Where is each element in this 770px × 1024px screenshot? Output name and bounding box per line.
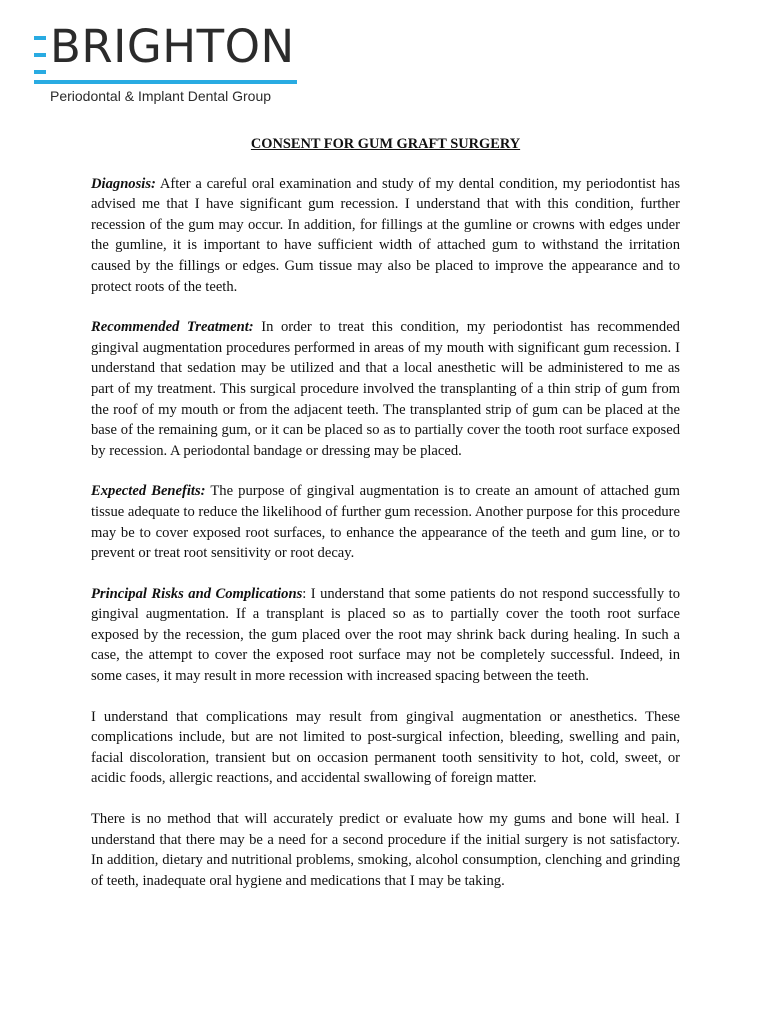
- document-title: CONSENT FOR GUM GRAFT SURGERY: [250, 136, 521, 152]
- treatment-text: In order to treat this condition, my periodontist has recommended gingival augmentation procedures performed in areas of my mouth with significant gum recession. I understand that sedation may be utilized and that a local anesthetic will be administered to me as part of my treatment. This surgical procedure involved the transplanting of a thin strip of gum from the roof of my mouth or from the adjacent teeth. The transplanted strip of gum can be placed at the base of the remaining gum, or it can be placed so as to partially cover the tooth root surface exposed by recession. A periodontal bandage or dressing may be placed.: [91, 319, 680, 459]
- treatment-paragraph: [91, 317, 680, 461]
- risks-paragraph: [91, 584, 680, 687]
- logo-bars-icon: [34, 36, 48, 74]
- prediction-paragraph: There is no method that will accurately predict or evaluate how my gums and bone will heal. I understand that there may be a need for a second procedure if the initial surgery is not satisfactory. In addition, dietary and nutritional problems, smoking, alcohol consumption, clenching and grinding of teeth, inadequate oral hygiene and medications that I may be taking.: [91, 811, 680, 889]
- diagnosis-text: After a careful oral examination and study of my dental condition, my periodontist has advised me that I have significant gum recession. I understand that with this condition, further recession of the gum may occur. In addition, for fillings at the gumline or crowns with edges under the gumline, it is important to have sufficient width of attached gum to withstand the irritation caused by the fillings or edges. Gum tissue may also be placed to improve the appearance and to protect roots of the teeth.: [91, 175, 680, 295]
- logo-underline: [34, 80, 297, 84]
- complications-paragraph: I understand that complications may result from gingival augmentation or anesthetics. These complications include, but are not limited to post-surgical infection, bleeding, swelling and pain, facial discoloration, transient but on occasion permanent tooth sensitivity to hot, cold, sweet, or acidic foods, allergic reactions, and accidental swallowing of foreign matter.: [91, 708, 680, 787]
- document-body: [91, 134, 680, 911]
- logo-wordmark: BRIGHTON: [50, 20, 295, 73]
- brighton-logo: [34, 20, 304, 108]
- diagnosis-label: Diagnosis:: [91, 175, 156, 192]
- diagnosis-paragraph: [91, 174, 680, 298]
- benefits-paragraph: [91, 481, 680, 563]
- logo-subtitle: Periodontal & Implant Dental Group: [50, 88, 272, 104]
- risks-label: Principal Risks and Complications: [91, 585, 303, 602]
- treatment-label: Recommended Treatment:: [91, 319, 254, 336]
- benefits-label: Expected Benefits:: [91, 483, 206, 500]
- benefits-text: The purpose of gingival augmentation is to create an amount of attached gum tissue adequate to reduce the likelihood of further gum recession. Another purpose for this procedure may be to cover exposed root surfaces, to enhance the appearance of the teeth and gum line, or to prevent or treat root sensitivity or root decay.: [91, 483, 680, 562]
- risks-text: : I understand that some patients do not respond successfully to gingival augmentation. If a transplant is placed so as to partially cover the tooth root surface exposed by the recession, the gum placed over the root may shrink back during healing. In such a case, the attempt to cover the exposed root surface may not be completely successful. Indeed, in some cases, it may result in more recession with increased spacing between the teeth.: [91, 585, 681, 685]
